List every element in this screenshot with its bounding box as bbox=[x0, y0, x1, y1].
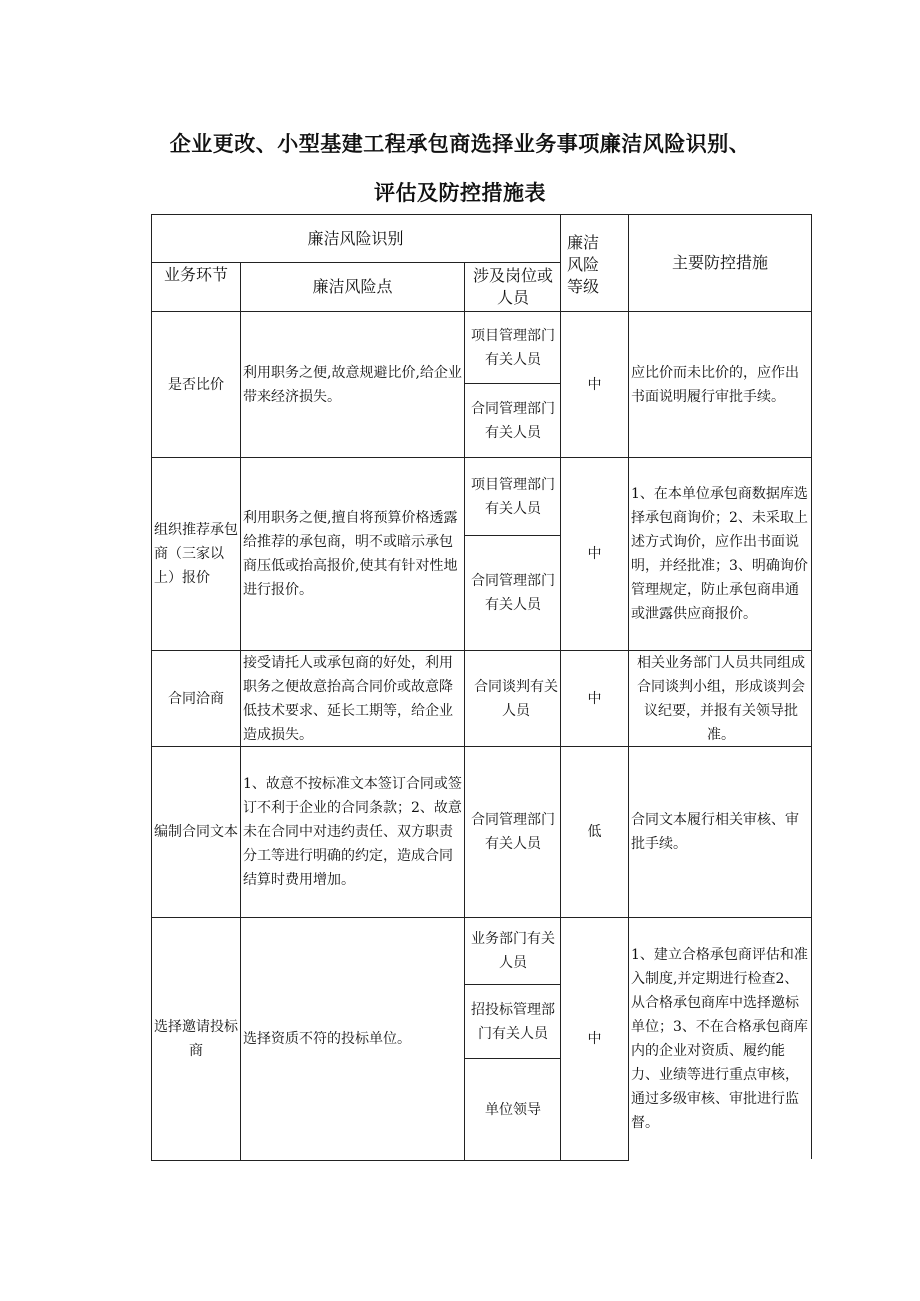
row-2-staff-1 bbox=[468, 458, 558, 535]
row-4-level-text: 低 bbox=[587, 824, 602, 840]
row-2-stage-text: 组织推荐承包商（三家以上）报价 bbox=[154, 522, 238, 586]
row-1-point bbox=[241, 312, 464, 457]
row-4-staff-1-text: 合同管理部门有关人员 bbox=[471, 812, 555, 852]
header-staff-label: 涉及岗位或人员 bbox=[472, 266, 553, 307]
row-5-measures-text: 1、建立合格承包商评估和准入制度,并定期进行检查2、从合格承包商库中选择邀标单位；3、不在合格承包商库内的企业对资质、履约能力、业绩等进行重点审核，通过多级审核、审批进行监督。 bbox=[631, 947, 808, 1131]
row-4-measures bbox=[629, 747, 811, 917]
row-1-staff-2 bbox=[468, 384, 558, 457]
row-4-stage-text: 编制合同文本 bbox=[154, 824, 238, 840]
row-5-level bbox=[561, 918, 628, 1160]
row-1-stage-text: 是否比价 bbox=[168, 376, 224, 393]
header-stage-label: 业务环节 bbox=[163, 265, 228, 284]
row-4-measures-text: 合同文本履行相关审核、审批手续。 bbox=[631, 812, 799, 852]
row-3-measures bbox=[633, 651, 809, 746]
row-1-level bbox=[561, 312, 628, 457]
table-border-right bbox=[811, 214, 812, 1159]
row-2-stage bbox=[152, 458, 240, 650]
row-1-level-text: 中 bbox=[587, 376, 602, 393]
header-level-label: 廉洁风险等级 bbox=[566, 233, 599, 296]
header-level bbox=[562, 220, 604, 310]
row-5-staff-1 bbox=[468, 918, 558, 984]
page-title: 企业更改、小型基建工程承包商选择业务事项廉洁风险识别、 bbox=[169, 132, 751, 156]
row-3-staff-1 bbox=[474, 651, 558, 746]
header-group bbox=[151, 215, 560, 262]
row-5-measures bbox=[629, 918, 811, 1160]
row-1-measures-text: 应比价而未比价的，应作出书面说明履行审批手续。 bbox=[631, 364, 799, 405]
row-3-level bbox=[561, 651, 628, 746]
row-4-level bbox=[561, 747, 628, 917]
row-5-staff-3 bbox=[468, 1059, 558, 1160]
row-3-stage-text: 合同洽商 bbox=[168, 690, 224, 707]
row-1-staff-1 bbox=[468, 312, 558, 383]
row-2-staff-1-text: 项目管理部门有关人员 bbox=[471, 476, 555, 517]
row-3-stage bbox=[152, 651, 240, 746]
row-4-point bbox=[241, 747, 464, 917]
row-4-point-text: 1、故意不按标准文本签订合同或签订不利于企业的合同条款；2、故意未在合同中对违约责任、双方职责分工等进行明确的约定，造成合同结算时费用增加。 bbox=[243, 776, 462, 888]
row-3-level-text: 中 bbox=[587, 690, 602, 707]
row-3-point-text: 接受请托人或承包商的好处，利用职务之便故意抬高合同价或故意降低技术要求、延长工期等，给企业造成损失。 bbox=[243, 654, 453, 743]
header-stage bbox=[152, 263, 240, 287]
row-5-staff-3-text: 单位领导 bbox=[485, 1101, 541, 1118]
row-2-measures-text: 1、在本单位承包商数据库选择承包商询价；2、未采取上述方式询价，应作出书面说明，并经批准；3、明确询价管理规定，防止承包商串通或泄露供应商报价。 bbox=[631, 486, 808, 622]
row-2-level bbox=[561, 458, 628, 650]
header-staff bbox=[468, 263, 558, 311]
header-point-label: 廉洁风险点 bbox=[312, 277, 393, 296]
row-5-stage-text: 选择邀请投标商 bbox=[154, 1019, 238, 1059]
row-5-staff-2 bbox=[466, 985, 560, 1058]
row-5-point-text: 选择资质不符的投标单位。 bbox=[243, 1031, 411, 1047]
header-measures bbox=[629, 215, 811, 311]
row-5-staff-1-text: 业务部门有关人员 bbox=[471, 931, 555, 971]
row-1-measures bbox=[629, 312, 811, 457]
row-1-stage bbox=[152, 312, 240, 457]
row-5-point bbox=[241, 918, 464, 1160]
row-3-measures-text: 相关业务部门人员共同组成合同谈判小组，形成谈判会议纪要，并报有关领导批准。 bbox=[637, 654, 805, 743]
row-5-staff-2-text: 招投标管理部门有关人员 bbox=[471, 1001, 555, 1042]
table-border-bottom bbox=[151, 1160, 629, 1161]
row-2-point-text: 利用职务之便,擅自将预算价格透露给推荐的承包商，明不或暗示承包商压低或抬高报价,使其有针对性地进行报价。 bbox=[243, 510, 458, 598]
row-1-staff-1-text: 项目管理部门有关人员 bbox=[471, 327, 555, 368]
row-2-level-text: 中 bbox=[587, 546, 602, 562]
row-2-staff-2-text: 合同管理部门有关人员 bbox=[471, 573, 555, 613]
row-3-point bbox=[241, 651, 464, 746]
row-2-staff-2 bbox=[468, 536, 558, 650]
row-1-point-text: 利用职务之便,故意规避比价,给企业带来经济损失。 bbox=[243, 364, 462, 405]
header-measures-label: 主要防控措施 bbox=[671, 253, 768, 272]
row-5-level-text: 中 bbox=[587, 1031, 602, 1047]
row-5-stage bbox=[152, 918, 240, 1160]
header-point bbox=[241, 263, 464, 311]
header-group-label: 廉洁风险识别 bbox=[307, 228, 404, 248]
row-4-staff-1 bbox=[468, 747, 558, 917]
page-subtitle: 评估及防控措施表 bbox=[374, 181, 546, 205]
row-4-stage bbox=[152, 747, 240, 917]
row-1-staff-2-text: 合同管理部门有关人员 bbox=[471, 400, 555, 441]
table-divider bbox=[464, 262, 465, 1161]
row-2-measures bbox=[629, 458, 811, 650]
row-3-staff-1-text: 合同谈判有关人员 bbox=[474, 678, 558, 719]
row-2-point bbox=[241, 458, 464, 650]
